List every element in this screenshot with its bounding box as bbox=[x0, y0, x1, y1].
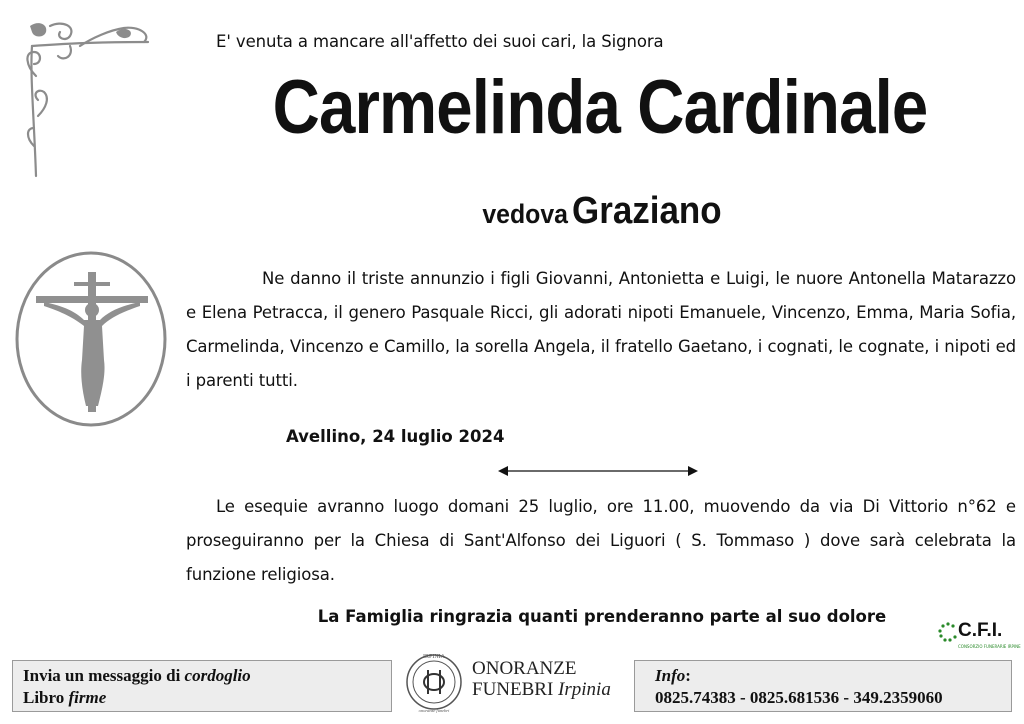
info-label: Info bbox=[655, 666, 686, 685]
deceased-name-block bbox=[0, 65, 1024, 170]
condolence-link[interactable] bbox=[23, 665, 381, 687]
place-date: Avellino, 24 luglio 2024 bbox=[286, 427, 505, 446]
agency-line2 bbox=[472, 679, 611, 700]
intro-text: E' venuta a mancare all'affetto dei suoi cari, la Signora bbox=[216, 32, 664, 51]
agency-logo-top-text: IRPINIA bbox=[423, 654, 445, 660]
funeral-paragraph: Le esequie avranno luogo domani 25 luglio, ore 11.00, muovendo da via Di Vittorio n°62 e proseguiranno per la Chiesa di Sant'Alfonso dei Liguori ( S. Tommaso ) dove sarà celebrata la funzione religiosa. bbox=[186, 497, 1016, 584]
agency-name bbox=[472, 658, 611, 700]
agency-line1: ONORANZE bbox=[472, 658, 577, 679]
condolence-prefix: Invia un messaggio di bbox=[23, 666, 181, 685]
announcement-paragraph: Ne danno il triste annunzio i figli Giovanni, Antonietta e Luigi, le nuore Antonella Matarazzo e Elena Petracca, il genero Pasquale Ricci, gli adorati nipoti Emanuele, Vincenzo, Emma, Maria Sofia, Carmelinda, Vincenzo e Camillo, la sorella Angela, il fratello Gaetano, i cognati, le cognate, i nipoti ed i parenti tutti. bbox=[186, 269, 1016, 390]
spouse-prefix: vedova bbox=[482, 199, 568, 229]
agency-emblem-icon bbox=[404, 648, 464, 714]
cfi-dots-icon bbox=[938, 622, 958, 642]
condolence-box[interactable] bbox=[12, 660, 392, 712]
spouse-line bbox=[0, 192, 1024, 242]
book-word: firme bbox=[68, 688, 107, 707]
deceased-name: Carmelinda Cardinale bbox=[272, 65, 928, 150]
double-arrow-icon bbox=[498, 464, 698, 478]
agency-line2-b: Irpinia bbox=[558, 679, 611, 700]
guestbook-link[interactable] bbox=[23, 687, 381, 709]
phone-numbers[interactable]: 0825.74383 - 0825.681536 - 349.2359060 bbox=[655, 688, 943, 707]
condolence-word: cordoglio bbox=[184, 666, 251, 685]
cfi-logo-tagline: CONSORZIO FUNERARIE IRPINE bbox=[958, 644, 1021, 649]
cfi-logo-text: C.F.I. bbox=[958, 620, 1003, 641]
info-box: Info: 0825.74383 - 0825.681536 - 349.2359060 bbox=[634, 660, 1012, 712]
book-prefix: Libro bbox=[23, 688, 65, 707]
crucifix-icon bbox=[14, 250, 168, 428]
agency-line2-a: FUNEBRI bbox=[472, 679, 554, 700]
spouse-surname: Graziano bbox=[572, 190, 722, 232]
agency-logo-bottom-text: onoranze funebri bbox=[418, 708, 450, 713]
thanks-line: La Famiglia ringrazia quanti prenderanno parte al suo dolore bbox=[317, 607, 887, 626]
cfi-logo bbox=[938, 620, 1021, 656]
